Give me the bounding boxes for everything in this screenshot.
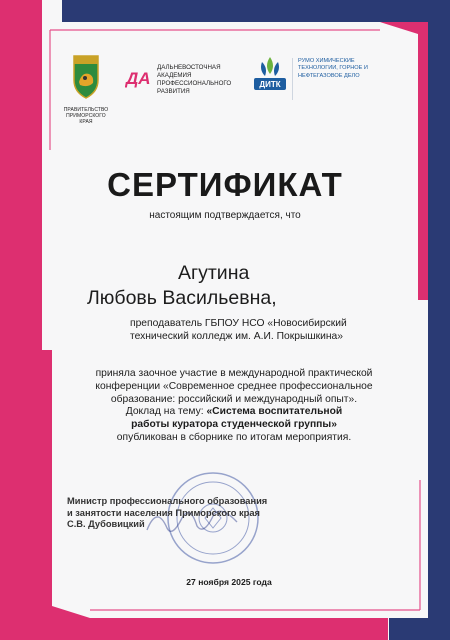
- primorye-coat-of-arms-icon: [62, 52, 110, 100]
- body-line-topic-end: [84, 419, 384, 432]
- signer-block: [67, 496, 327, 531]
- ditk-name: РУМО ХИМИЧЕСКИЕ ТЕХНОЛОГИИ, ГОРНОЕ И НЕФТЕГАЗОВОЕ ДЕЛО: [292, 58, 398, 100]
- body-line: образование: российский и международный опыт».: [110, 393, 358, 405]
- body-line: конференции «Современное среднее профессиональное: [95, 380, 373, 392]
- certificate-subtitle: настоящим подтверждается, что: [149, 210, 301, 221]
- ditk-flame-icon: [252, 54, 288, 100]
- body-line: приняла заочное участие в международной практической: [95, 368, 373, 379]
- svg-text:ДИТК: ДИТК: [259, 80, 281, 89]
- issue-date: 27 ноября 2025 года: [186, 577, 272, 587]
- body-line: опубликован в сборнике по итогам мероприятия.: [116, 431, 352, 443]
- body-line-topic: [84, 406, 384, 419]
- ditk-logo: [252, 54, 398, 100]
- dv-academy-mark-icon: [125, 64, 153, 90]
- gov-caption: ПРАВИТЕЛЬСТВО ПРИМОРСКОГО КРАЯ: [63, 107, 109, 125]
- topic-prefix: Доклад на тему:: [125, 406, 207, 418]
- svg-text:ДА: ДА: [126, 69, 151, 88]
- dv-academy-name: ДАЛЬНЕВОСТОЧНАЯ АКАДЕМИЯ ПРОФЕССИОНАЛЬНОГО РАЗВИТИЯ: [157, 64, 232, 95]
- topic-title-start: «Система воспитательной: [206, 406, 343, 418]
- primorye-government-logo: [62, 52, 110, 125]
- signer-line: Министр профессионального образования: [67, 496, 268, 506]
- position-line: технический колледж им. А.И. Покрышкина»: [130, 331, 344, 342]
- certificate-title: СЕРТИФИКАТ: [107, 166, 343, 203]
- recipient-given-names: Любовь Васильевна,: [87, 287, 277, 309]
- signer-name: С.В. Дубовицкий: [67, 519, 145, 529]
- topic-title-end: работы куратора студенческой группы»: [131, 419, 337, 431]
- header-logos: [0, 46, 450, 125]
- certificate-body: [84, 368, 384, 445]
- recipient-position: [130, 317, 380, 343]
- recipient-surname: Агутина: [178, 262, 250, 284]
- position-line: преподаватель ГБПОУ НСО «Новосибирский: [130, 318, 347, 329]
- signer-line: и занятости населения Приморского края: [67, 507, 260, 518]
